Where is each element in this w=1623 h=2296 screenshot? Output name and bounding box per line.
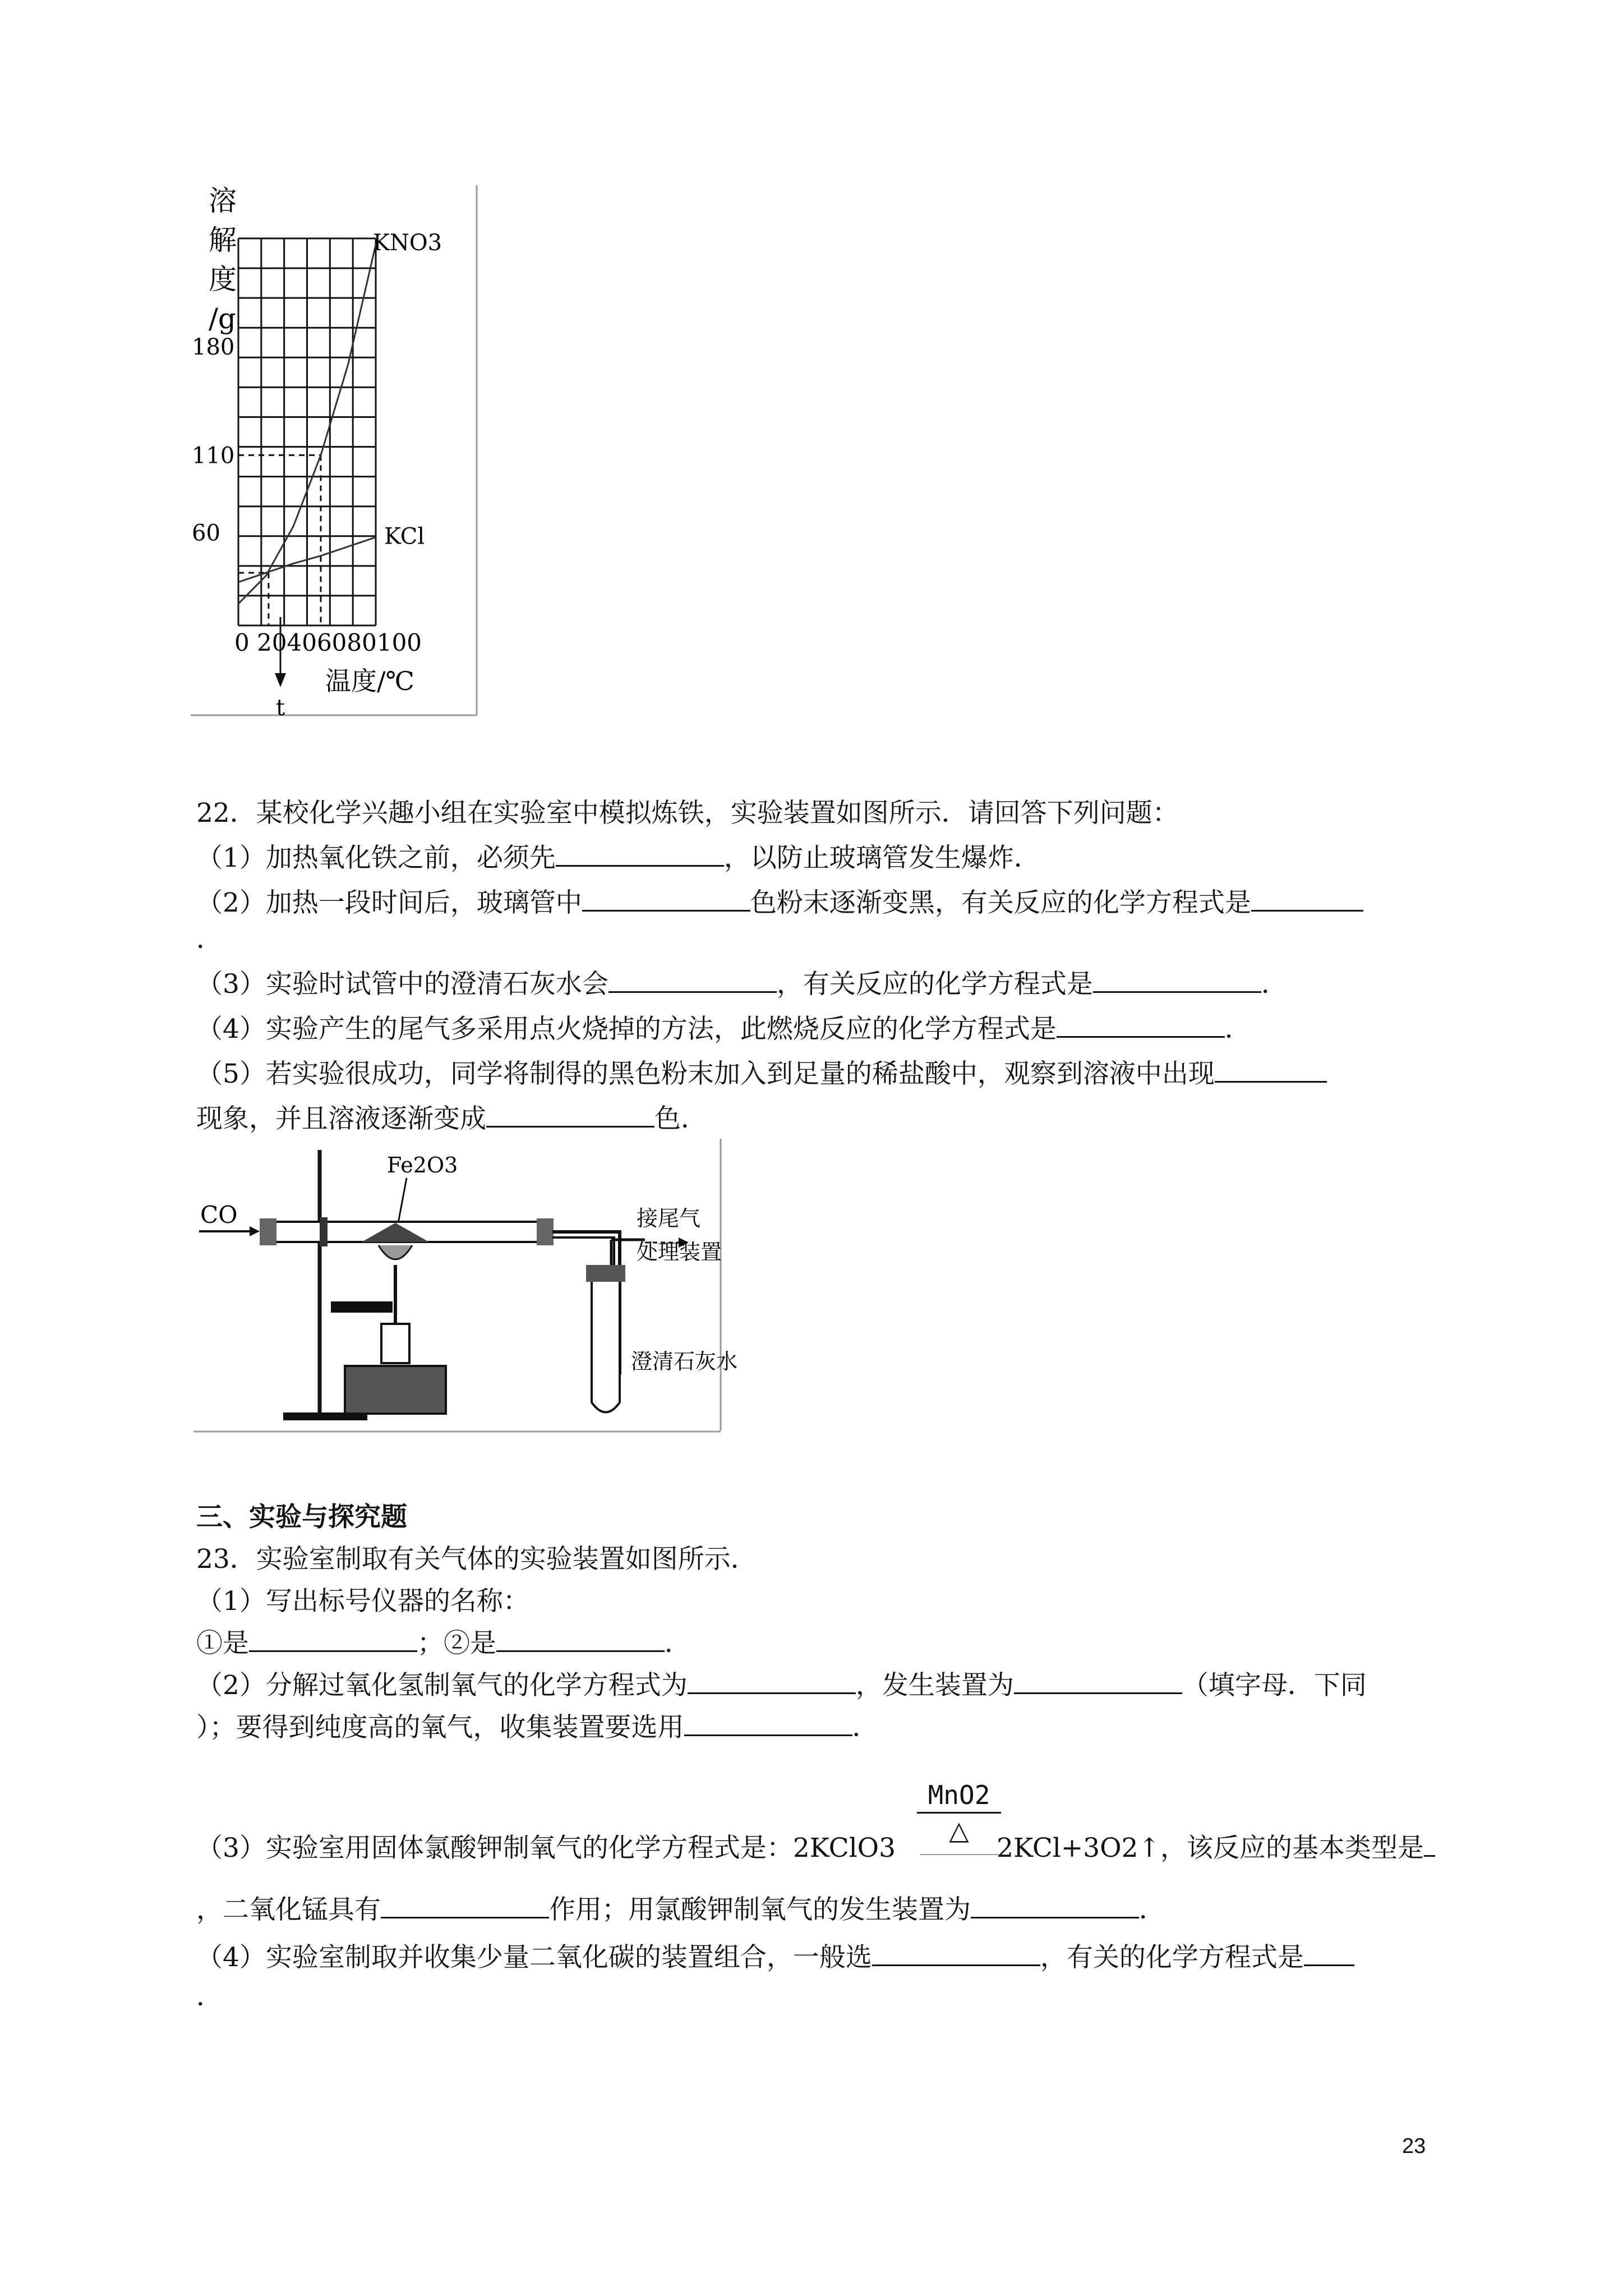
q23-part3-cont: ，二氧化锰具有 作用；用氯酸钾制氧气的发生装置为 ． [196,1894,1165,1925]
y-label-char: 溶 [209,185,237,217]
q23-part3: （3）实验室用固体氯酸钾制氧气的化学方程式是：2KClO3 2KCl+3O2↑，该反应的基本类型是 [196,1832,1435,1865]
q23-stem: 23．实验室制取有关气体的实验装置如图所示． [196,1544,757,1575]
answer-blank[interactable] [971,1893,1139,1918]
solubility-chart [191,185,482,724]
chart-y-ticks [192,334,234,546]
answer-blank[interactable] [486,1102,654,1128]
answer-blank[interactable] [872,1941,1040,1966]
section-heading: 三、实验与探究题 [196,1502,407,1533]
q22-part1: （1）加热氧化铁之前，必须先 ，以防止玻璃管发生爆炸． [196,843,1040,873]
series-label-KCl: KCl [384,523,425,550]
answer-blank[interactable] [1014,1669,1182,1694]
answer-blank[interactable] [1424,1832,1435,1857]
answer-blank[interactable] [249,1627,417,1652]
q22-part5-cont: 现象，并且溶液逐渐变成 色． [196,1103,707,1134]
y-label-char: 解 [209,224,237,256]
answer-blank[interactable] [1057,1013,1225,1038]
exhaust-label-2: 处理装置 [637,1240,722,1264]
answer-blank[interactable] [556,841,724,867]
q23-part4: （4）实验室制取并收集少量二氧化碳的装置组合，一般选 ，有关的化学方程式是 [196,1941,1354,1975]
answer-blank[interactable] [1251,886,1363,912]
apparatus-diagram [193,1139,738,1436]
q23-part1: （1）写出标号仪器的名称： [196,1586,529,1617]
answer-blank[interactable] [582,886,750,912]
heat-symbol: △ [949,1815,969,1846]
y-label-char: 度 [209,263,237,296]
t-label: t [276,695,285,721]
x-axis-label: 温度/℃ [325,666,414,696]
q23-part1-blanks: ①是 ；②是 ． [196,1628,691,1659]
q23-part2-cont: ）；要得到纯度高的氧气，收集装置要选用 ． [196,1712,879,1743]
q23-part4-end: ． [196,1981,223,2012]
co-label: CO [200,1201,238,1228]
answer-blank[interactable] [1215,1057,1327,1083]
catalyst-label: MnO2 [917,1778,1001,1814]
q23-part2: （2）分解过氧化氢制氧气的化学方程式为 ，发生装置为 （填字母．下同 [196,1670,1367,1701]
answer-blank[interactable] [496,1627,665,1652]
y-tick-label: 180 [192,334,235,361]
y-tick-label: 60 [192,520,220,546]
chart-guides [238,455,321,625]
q22-stem: 22．某校化学兴趣小组在实验室中模拟炼铁，实验装置如图所示．请回答下列问题： [196,798,1179,829]
series-label-KNO3: KNO3 [373,230,442,256]
answer-blank[interactable] [684,1711,852,1736]
x-tick-labels: 0 20406080100 [234,629,422,656]
answer-blank[interactable] [688,1669,856,1694]
fe2o3-label: Fe2O3 [387,1153,458,1177]
answer-blank[interactable] [381,1893,549,1918]
answer-blank[interactable] [608,968,777,993]
q22-part2-end: ． [196,924,223,955]
y-tick-label: 110 [192,443,235,469]
limewater-label: 澄清石灰水 [631,1349,738,1374]
y-label-char: /g [209,302,236,335]
q22-part3: （3）实验时试管中的澄清石灰水会 ，有关反应的化学方程式是 ． [196,969,1288,1000]
q22-part2: （2）加热一段时间后，玻璃管中 色粉末逐渐变黑，有关反应的化学方程式是 [196,886,1363,920]
exhaust-label-1: 接尾气 [637,1206,701,1231]
t-arrow-head [275,673,286,687]
chart-grid [238,238,376,625]
page-number: 23 [1402,2134,1426,2158]
answer-blank[interactable] [1304,1941,1354,1966]
q22-part5: （5）若实验很成功，同学将制得的黑色粉末加入到足量的稀盐酸中，观察到溶液中出现 [196,1057,1327,1091]
q22-part4: （4）实验产生的尾气多采用点火烧掉的方法，此燃烧反应的化学方程式是 ． [196,1014,1251,1045]
answer-blank[interactable] [1093,968,1261,993]
